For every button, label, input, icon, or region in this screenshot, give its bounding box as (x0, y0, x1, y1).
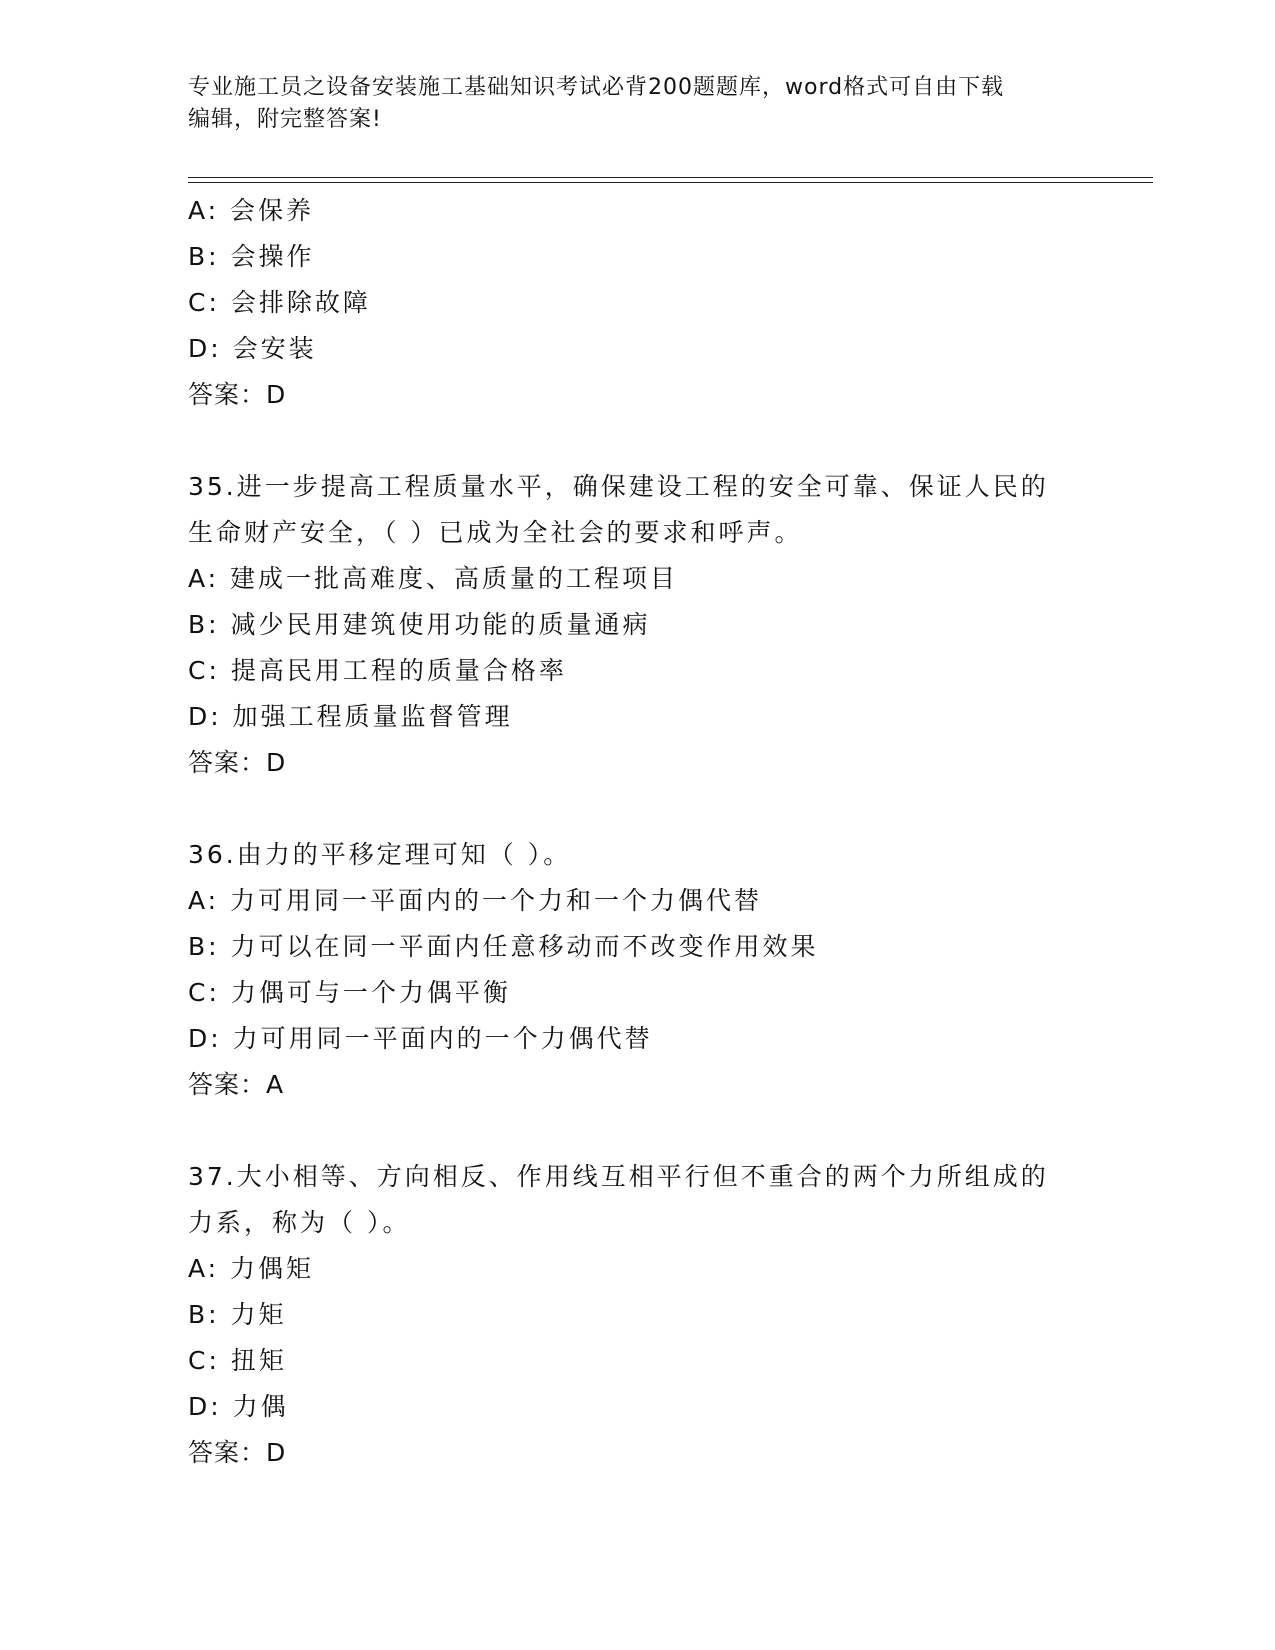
option-d: D: 力可用同一平面内的一个力偶代替 (188, 1024, 653, 1053)
option-a: A: 建成一批高难度、高质量的工程项目 (188, 564, 679, 593)
option-b: B: 减少民用建筑使用功能的质量通病 (188, 610, 651, 639)
option-c: C: 扭矩 (188, 1346, 287, 1375)
option-a: A: 力偶矩 (188, 1254, 315, 1283)
question-36 (188, 832, 1148, 1108)
header-title-line1: 专业施工员之设备安装施工基础知识考试必背200题题库，word格式可自由下载 (188, 75, 1005, 100)
header-title-line2: 编辑，附完整答案! (188, 107, 382, 132)
header-divider-top (188, 177, 1153, 178)
question-text-line1: 37.大小相等、方向相反、作用线互相平行但不重合的两个力所组成的 (188, 1162, 1049, 1191)
question-text-line2: 力系，称为（ ）。 (188, 1208, 411, 1237)
option-b: B: 会操作 (188, 242, 315, 271)
option-d: D: 力偶 (188, 1392, 289, 1421)
question-text-line1: 36.由力的平移定理可知（ ）。 (188, 840, 572, 869)
document-header (188, 72, 1088, 136)
option-b: B: 力可以在同一平面内任意移动而不改变作用效果 (188, 932, 819, 961)
option-c: C: 提高民用工程的质量合格率 (188, 656, 567, 685)
option-a: A: 会保养 (188, 196, 315, 225)
option-b: B: 力矩 (188, 1300, 287, 1329)
option-a: A: 力可用同一平面内的一个力和一个力偶代替 (188, 886, 763, 915)
answer: 答案：D (188, 1438, 287, 1467)
question-text-line2: 生命财产安全，（ ）已成为全社会的要求和呼声。 (188, 518, 803, 547)
header-divider-bottom (188, 182, 1153, 183)
spacer (188, 418, 1148, 464)
question-list (188, 188, 1148, 1476)
question-34 (188, 188, 1148, 418)
answer: 答案：D (188, 748, 287, 777)
option-c: C: 会排除故障 (188, 288, 371, 317)
spacer (188, 786, 1148, 832)
option-c: C: 力偶可与一个力偶平衡 (188, 978, 511, 1007)
question-35 (188, 464, 1148, 786)
answer: 答案：A (188, 1070, 285, 1099)
question-text-line1: 35.进一步提高工程质量水平，确保建设工程的安全可靠、保证人民的 (188, 472, 1049, 501)
spacer (188, 1108, 1148, 1154)
question-37 (188, 1154, 1148, 1476)
option-d: D: 会安装 (188, 334, 317, 363)
option-d: D: 加强工程质量监督管理 (188, 702, 513, 731)
answer: 答案：D (188, 380, 287, 409)
